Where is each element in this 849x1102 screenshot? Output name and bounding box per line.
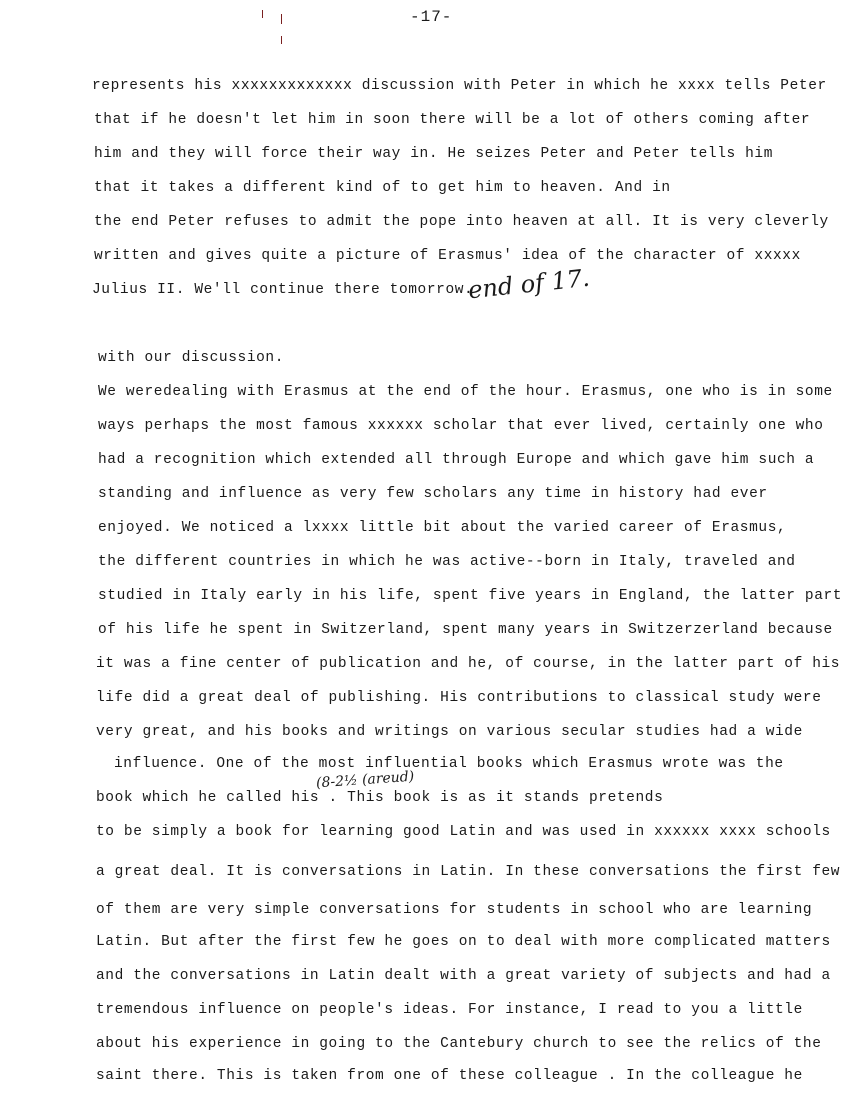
handwritten-insertion: (8-2½ (areud) <box>315 768 415 792</box>
text-line: studied in Italy early in his life, spent five years in England, the latter part <box>98 588 843 604</box>
text-line: tremendous influence on people's ideas. For instance, I read to you a little <box>96 1002 803 1018</box>
text-line: of his life he spent in Switzerland, spent many years in Switzerzerland because <box>98 622 833 638</box>
text-line: life did a great deal of publishing. His contributions to classical study were <box>96 690 822 706</box>
text-line: ways perhaps the most famous xxxxxx scholar that ever lived, certainly one who <box>98 418 824 434</box>
text-line: book which he called his . This book is as it stands pretends <box>96 790 664 806</box>
text-line: that it takes a different kind of to get him to heaven. And in <box>94 180 671 196</box>
text-line: with our discussion. <box>98 350 285 366</box>
text-line: very great, and his books and writings on various secular studies had a wide <box>96 724 803 740</box>
text-line: to be simply a book for learning good Latin and was used in xxxxxx xxxx schools <box>96 824 831 840</box>
text-line: had a recognition which extended all through Europe and which gave him such a <box>98 452 815 468</box>
text-line: about his experience in going to the Cantebury church to see the relics of the <box>96 1036 822 1052</box>
text-line: that if he doesn't let him in soon there will be a lot of others coming after <box>94 112 811 128</box>
margin-mark <box>281 36 282 44</box>
text-line: the end Peter refuses to admit the pope into heaven at all. It is very cleverly <box>94 214 829 230</box>
page-number: -17- <box>410 8 453 26</box>
text-line: the different countries in which he was active--born in Italy, traveled and <box>98 554 796 570</box>
text-line: it was a fine center of publication and he, of course, in the latter part of his <box>96 656 841 672</box>
text-line: him and they will force their way in. He seizes Peter and Peter tells him <box>94 146 774 162</box>
text-line: saint there. This is taken from one of these colleague . In the colleague he <box>96 1068 803 1084</box>
text-line: We weredealing with Erasmus at the end of the hour. Erasmus, one who is in some <box>98 384 833 400</box>
text-line: and the conversations in Latin dealt with a great variety of subjects and had a <box>96 968 831 984</box>
text-line: enjoyed. We noticed a lxxxx little bit about the varied career of Erasmus, <box>98 520 787 536</box>
text-line: influence. One of the most influential books which Erasmus wrote was the <box>114 756 784 772</box>
margin-mark <box>281 14 282 24</box>
text-line: of them are very simple conversations for students in school who are learning <box>96 902 813 918</box>
text-line: Julius II. We'll continue there tomorrow. <box>92 282 474 298</box>
text-line: a great deal. It is conversations in Latin. In these conversations the first few <box>96 864 841 880</box>
margin-mark <box>262 10 263 18</box>
handwritten-end-note: end of 17. <box>466 263 591 305</box>
text-line: represents his xxxxxxxxxxxxx discussion with Peter in which he xxxx tells Peter <box>92 78 827 94</box>
text-line: Latin. But after the first few he goes on to deal with more complicated matters <box>96 934 831 950</box>
text-line: written and gives quite a picture of Erasmus' idea of the character of xxxxx <box>94 248 801 264</box>
text-line: standing and influence as very few scholars any time in history had ever <box>98 486 768 502</box>
